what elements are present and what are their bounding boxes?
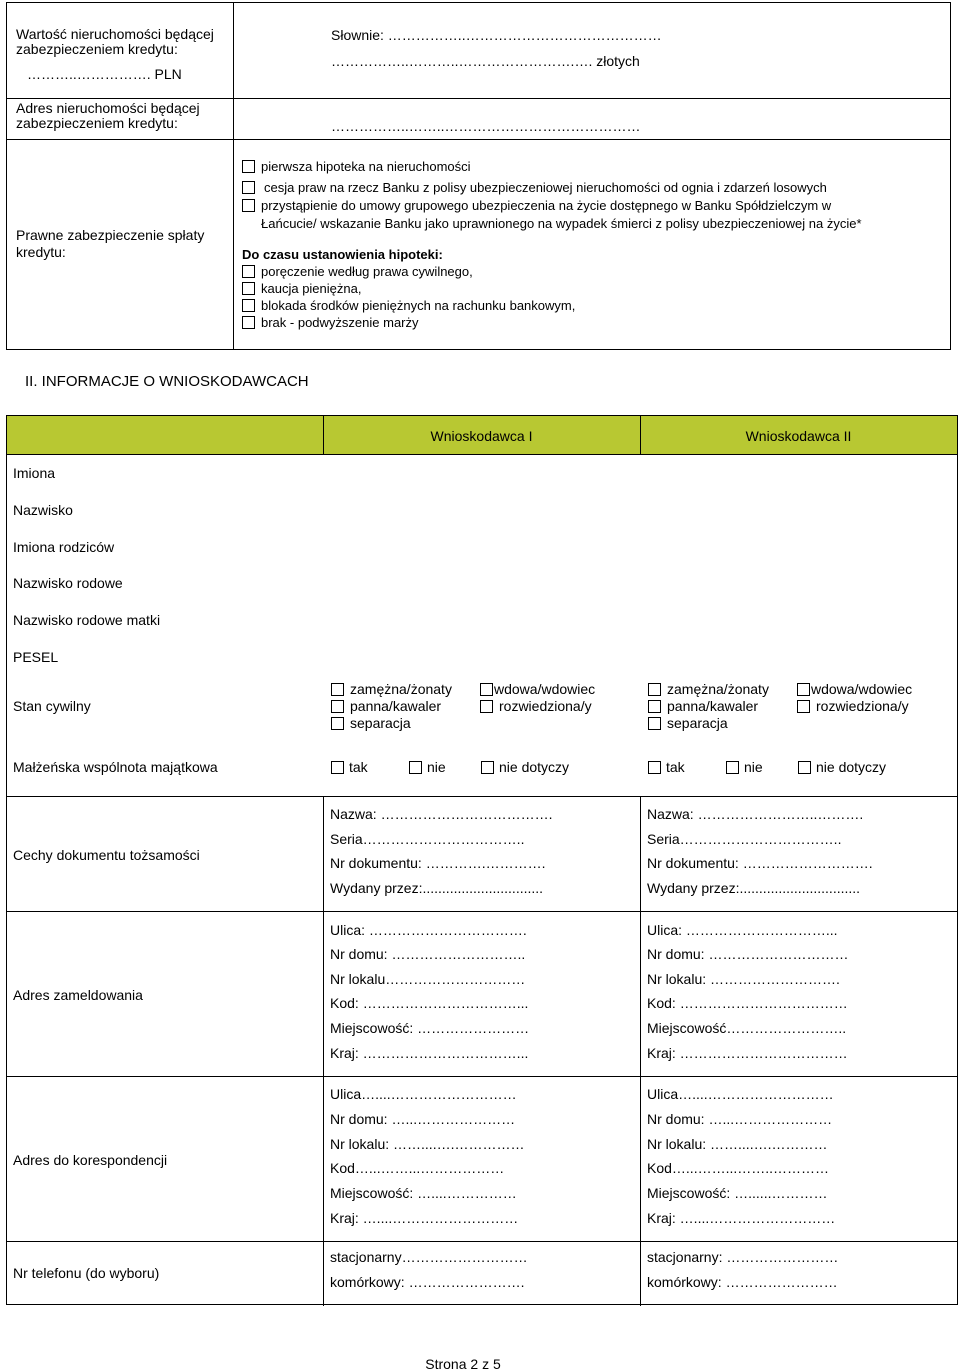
corr-postcode-b[interactable]: Kod…...……...……..………… [647, 1160, 830, 1176]
corr-flat-b[interactable]: Nr lokalu: ……....….………… [647, 1136, 828, 1152]
corr-postcode-a[interactable]: Kod…...……...……………… [330, 1160, 505, 1176]
corr-country-a[interactable]: Kraj: …....……………………… [330, 1210, 519, 1226]
marital-single-a[interactable]: panna/kawaler [331, 698, 441, 714]
checkbox-icon[interactable] [648, 717, 661, 730]
doc-name-a[interactable]: Nazwa: ………………………………. [330, 806, 553, 822]
marital-married-b[interactable]: zamężna/żonaty [648, 681, 769, 697]
reg-street-b[interactable]: Ulica: …………………………... [647, 922, 838, 938]
column-divider [233, 3, 234, 349]
applicant-2-header: Wnioskodawca II [745, 428, 852, 444]
property-address-value[interactable]: ……………..……..…………………………………… [331, 118, 641, 134]
checkbox-icon[interactable] [242, 265, 255, 278]
until-option-margin[interactable]: brak - podwyższenie marży [242, 315, 419, 330]
row-label-property-community: Małżeńska wspólnota majątkowa [13, 759, 218, 775]
marital-single-b[interactable]: panna/kawaler [648, 698, 758, 714]
checkbox-icon[interactable] [797, 700, 810, 713]
legal-security-label: Prawne zabezpieczenie spłaty kredytu: [16, 227, 205, 260]
checkbox-icon[interactable] [242, 282, 255, 295]
row-label-phone: Nr telefonu (do wyboru) [13, 1265, 160, 1281]
checkbox-icon[interactable] [797, 683, 810, 696]
section-title: II. INFORMACJE O WNIOSKODAWCACH [25, 373, 309, 390]
checkbox-icon[interactable] [481, 761, 494, 774]
corr-city-b[interactable]: Miejscowość: …......………… [647, 1185, 828, 1201]
reg-flat-b[interactable]: Nr lokalu: ………………………. [647, 971, 840, 987]
phone-mobile-b[interactable]: komórkowy: …………………… [647, 1274, 838, 1290]
row-label-marital-status: Stan cywilny [13, 698, 91, 714]
corr-house-b[interactable]: Nr domu: …...………………… [647, 1111, 833, 1127]
checkbox-icon[interactable] [480, 683, 493, 696]
phone-landline-b[interactable]: stacjonarny: …………………… [647, 1249, 839, 1265]
row-label-surname: Nazwisko [13, 502, 73, 518]
column-divider [640, 796, 641, 1306]
checkbox-icon[interactable] [331, 717, 344, 730]
row-label-first-names: Imiona [13, 465, 56, 481]
community-na-b[interactable]: nie dotyczy [798, 759, 886, 775]
checkbox-icon[interactable] [409, 761, 422, 774]
phone-mobile-a[interactable]: komórkowy: ……………………. [330, 1274, 525, 1290]
phone-landline-a[interactable]: stacjonarny……………………… [330, 1249, 528, 1265]
security-option-cession[interactable]: cesja praw na rzecz Banku z polisy ubezpieczeniowej nieruchomości od ognia i zdarzeń losowych [242, 180, 827, 195]
checkbox-icon[interactable] [242, 316, 255, 329]
marital-widowed-b[interactable]: wdowa/wdowiec [797, 681, 912, 697]
checkbox-icon[interactable] [648, 700, 661, 713]
column-divider [323, 796, 324, 1306]
marital-divorced-b[interactable]: rozwiedziona/y [797, 698, 909, 714]
until-option-blockade[interactable]: blokada środków pieniężnych na rachunku bankowym, [242, 298, 575, 313]
community-yes-a[interactable]: tak [331, 759, 368, 775]
reg-house-a[interactable]: Nr domu: ……………………….. [330, 946, 526, 962]
reg-city-b[interactable]: Miejscowość…………………….. [647, 1020, 847, 1036]
applicant-1-header: Wnioskodawca I [430, 428, 533, 444]
reg-postcode-b[interactable]: Kod: ……………………………… [647, 995, 848, 1011]
property-value-label: Wartość nieruchomości będącej zabezpieczeniem kredytu: [16, 26, 214, 57]
row-divider [7, 1241, 957, 1242]
applicants-table [6, 415, 958, 1305]
property-address-label: Adres nieruchomości będącej zabezpieczeniem kredytu: [16, 100, 200, 131]
corr-street-b[interactable]: Ulica…....……………………… [647, 1086, 834, 1102]
checkbox-icon[interactable] [242, 199, 255, 212]
page-number: Strona 2 z 5 [425, 1356, 501, 1372]
corr-house-a[interactable]: Nr domu: …...………………… [330, 1111, 516, 1127]
checkbox-icon[interactable] [648, 683, 661, 696]
row-label-id-document: Cechy dokumentu tożsamości [13, 847, 200, 863]
property-value-amount[interactable]: ………..……………. PLN [27, 66, 182, 82]
security-option-mortgage[interactable]: pierwsza hipoteka na nieruchomości [242, 159, 471, 174]
doc-series-b[interactable]: Seria…………………………….. [647, 831, 842, 847]
row-divider [7, 1076, 957, 1077]
amount-in-words[interactable]: Słownie: ……………..…………………………………… [331, 27, 662, 43]
doc-number-b[interactable]: Nr dokumentu: ………………………. [647, 855, 873, 871]
row-label-mother-family-name: Nazwisko rodowe matki [13, 612, 161, 628]
row-label-family-name: Nazwisko rodowe [13, 575, 123, 591]
checkbox-icon[interactable] [242, 160, 255, 173]
row-divider [7, 796, 957, 797]
corr-city-a[interactable]: Miejscowość: …....…………… [330, 1185, 517, 1201]
collateral-table [6, 2, 951, 350]
row-label-correspondence-address: Adres do korespondencji [13, 1152, 168, 1168]
checkbox-icon[interactable] [726, 761, 739, 774]
corr-country-b[interactable]: Kraj: …....……………………… [647, 1210, 836, 1226]
reg-street-a[interactable]: Ulica: ……………………………. [330, 922, 527, 938]
reg-country-b[interactable]: Kraj: ……………………………… [647, 1045, 848, 1061]
marital-widowed-a[interactable]: wdowa/wdowiec [480, 681, 595, 697]
row-label-registered-address: Adres zameldowania [13, 987, 143, 1003]
reg-country-a[interactable]: Kraj: ……………………………... [330, 1045, 529, 1061]
doc-number-a[interactable]: Nr dokumentu: ………….…………. [330, 855, 546, 871]
reg-city-a[interactable]: Miejscowość: …………………… [330, 1020, 530, 1036]
row-label-parents-names: Imiona rodziców [13, 539, 115, 555]
community-no-a[interactable]: nie [409, 759, 446, 775]
row-divider [7, 98, 950, 99]
row-divider [7, 139, 950, 140]
row-divider [7, 911, 957, 912]
reg-postcode-a[interactable]: Kod: ……………………………... [330, 995, 529, 1011]
security-option-insurance[interactable]: przystąpienie do umowy grupowego ubezpieczenia na życie dostępnego w Banku Spółdzielczym w [242, 198, 831, 213]
marital-separation-b[interactable]: separacja [648, 715, 728, 731]
security-option-insurance-line2: Łańcucie/ wskazanie Banku jako uprawnionego na wypadek śmierci z polisy ubezpieczeniowej na życie* [261, 216, 862, 231]
doc-series-a[interactable]: Seria…………………………….. [330, 831, 525, 847]
marital-married-a[interactable]: zamężna/żonaty [331, 681, 452, 697]
doc-name-b[interactable]: Nazwa: ……………………..………. [647, 806, 864, 822]
checkbox-icon[interactable] [480, 700, 493, 713]
checkbox-icon[interactable] [798, 761, 811, 774]
checkbox-icon[interactable] [242, 181, 255, 194]
community-no-b[interactable]: nie [726, 759, 763, 775]
row-label-pesel: PESEL [13, 649, 59, 665]
checkbox-icon[interactable] [242, 299, 255, 312]
checkbox-icon[interactable] [331, 761, 344, 774]
reg-house-b[interactable]: Nr domu: ………………………… [647, 946, 849, 962]
marital-separation-a[interactable]: separacja [331, 715, 411, 731]
corr-street-a[interactable]: Ulica…....……………………… [330, 1086, 517, 1102]
corr-flat-a[interactable]: Nr lokalu: ……....….…………… [330, 1136, 525, 1152]
doc-issuer-b[interactable]: Wydany przez:............................... [647, 880, 861, 896]
until-mortgage-heading: Do czasu ustanowienia hipoteki: [242, 247, 443, 262]
amount-in-words-line2[interactable]: ……………..………..…………………….…. złotych [331, 53, 640, 69]
checkbox-icon[interactable] [648, 761, 661, 774]
reg-flat-a[interactable]: Nr lokalu………………………… [330, 971, 526, 987]
until-option-guarantee[interactable]: poręczenie według prawa cywilnego, [242, 264, 473, 279]
doc-issuer-a[interactable]: Wydany przez:............................... [330, 880, 544, 896]
until-option-deposit[interactable]: kaucja pieniężna, [242, 281, 361, 296]
checkbox-icon[interactable] [331, 683, 344, 696]
community-na-a[interactable]: nie dotyczy [481, 759, 569, 775]
checkbox-icon[interactable] [331, 700, 344, 713]
community-yes-b[interactable]: tak [648, 759, 685, 775]
marital-divorced-a[interactable]: rozwiedziona/y [480, 698, 592, 714]
